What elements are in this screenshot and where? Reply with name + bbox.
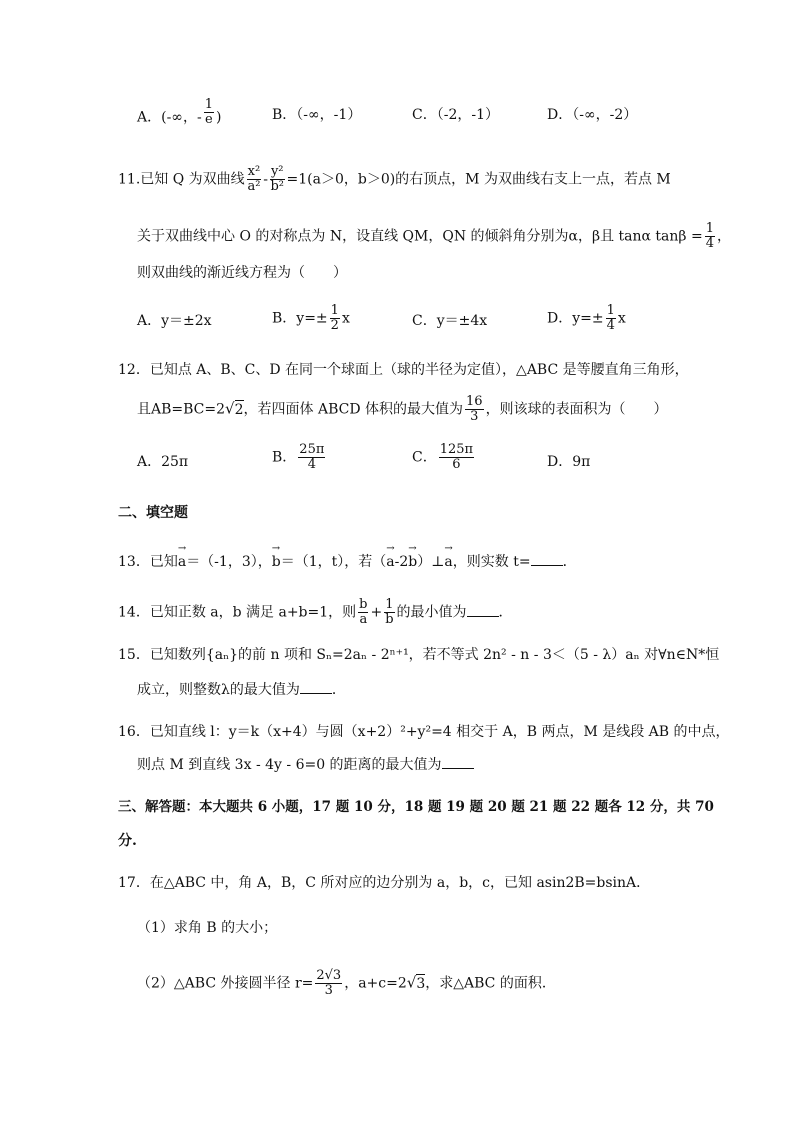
q12-sqrt-sign: √	[225, 399, 235, 418]
q12-option-c	[412, 443, 476, 472]
q14-plus: +	[370, 604, 383, 621]
q11-line2	[137, 222, 731, 251]
q13-vector-a3: → a	[444, 552, 452, 569]
q17-sub2-post: ，求△ABC 的面积．	[425, 975, 556, 992]
q11-pre: 11.已知 Q 为双曲线	[118, 171, 245, 188]
q11-line2-post: ，	[716, 228, 731, 245]
q17-sub1: （1）求角 B 的大小；	[137, 920, 278, 936]
q11-line1	[118, 165, 671, 194]
q10-a-den: e	[204, 112, 213, 127]
section-solutions-heading: 三、解答题：本大题共 6 小题，17 题 10 分，18 题 19 题 20 题 21 题 22 题各 12 分，共 70	[118, 799, 714, 815]
q11-b-den: 2	[330, 318, 339, 333]
q11-b-post: x	[341, 310, 350, 327]
q11-option-d	[547, 304, 626, 333]
section-fill-in-heading: 二、填空题	[118, 505, 188, 521]
q12-b-den: 4	[307, 457, 316, 472]
q14-pre: 14．已知正数 a，b 满足 a+b=1，则	[118, 604, 357, 621]
q17-sub2-num: 2√3	[316, 968, 342, 983]
q11-d-num: 1	[606, 303, 615, 318]
q17-line1: 17．在△ABC 中，角 A，B，C 所对应的边分别为 a，b，c，已知 asin2B=bsinA．	[118, 875, 651, 891]
q12-line2-pre: 且AB=BC=2	[137, 401, 226, 418]
q13-vector-a: → a	[178, 552, 186, 569]
q12-line2-mid: ，若四面体 ABCD 体积的最大值为	[243, 401, 464, 418]
q13-mid3: -2	[394, 554, 409, 570]
q12-b-num: 25π	[299, 442, 325, 457]
q12-c-frac	[439, 443, 474, 472]
q16-line2-text: 则点 M 到直线 3x - 4y - 6=0 的距离的最大值为	[137, 757, 442, 773]
q11-line2-text: 关于双曲线中心 O 的对称点为 N，设直线 QM，QN 的倾斜角分别为α，β且 tanα tanβ =	[137, 228, 703, 245]
q10-option-a	[137, 97, 222, 127]
q13-end: ．	[562, 554, 577, 570]
q12-c-pre: C．	[412, 449, 437, 466]
q16-line2	[137, 756, 474, 772]
q12-c-den: 6	[452, 457, 461, 472]
q11-frac-y-num: y²	[270, 164, 284, 179]
q11-b-frac	[330, 304, 340, 333]
q11-option-b	[272, 304, 350, 333]
q11-d-pre: D．y=±	[547, 310, 604, 327]
q12-line1: 12．已知点 A、B、C、D 在同一个球面上（球的半径为定值），△ABC 是等腰直角三角形，	[118, 362, 689, 378]
q13-mid1: ＝（-1，3），	[186, 554, 272, 570]
q14-f1-num: b	[359, 597, 368, 612]
q12-line2-frac	[465, 395, 484, 424]
q12-option-b	[272, 443, 327, 472]
q10-a-fraction	[204, 98, 214, 127]
q12-line2-post: ，则该球的表面积为（ ）	[485, 401, 668, 418]
q17-sqrt-value: 3	[416, 975, 426, 992]
q12-line2	[137, 395, 668, 424]
q10-option-b: B．（-∞，-1）	[272, 107, 362, 123]
q13-vector-b: → b	[272, 552, 281, 569]
q14-f2-num: 1	[385, 597, 394, 612]
q12-b-frac	[298, 443, 325, 472]
q10-a-text: A．(-∞，-	[137, 109, 202, 126]
q11-line2-frac	[705, 222, 715, 251]
q13-mid2: ＝（1，t），若（	[280, 554, 387, 570]
q15-line2-text: 成立，则整数λ的最大值为	[137, 682, 300, 698]
q12-option-d: D．9π	[547, 454, 591, 470]
q11-d-post: x	[617, 310, 626, 327]
q11-frac-y	[270, 165, 285, 194]
q14-f1-den: a	[359, 612, 368, 627]
q13-answer-blank	[531, 553, 563, 566]
q11-post: =1(a＞0，b＞0)的右顶点，M 为双曲线右支上一点，若点 M	[286, 171, 671, 188]
q14-answer-blank	[467, 604, 499, 617]
q15-line1: 15．已知数列{aₙ}的前 n 项和 Sₙ=2aₙ - 2ⁿ⁺¹，若不等式 2n² - n - 3＜（5 - λ）aₙ 对∀n∈N*恒	[118, 647, 720, 663]
q17-sub2-frac	[315, 969, 342, 998]
q14-frac-b-a	[358, 598, 368, 627]
q15-answer-blank	[300, 681, 332, 694]
q11-option-a: A．y＝±2x	[137, 313, 212, 329]
q17-sub2-den: 3	[324, 983, 333, 998]
q13-vector-a2: → a	[386, 552, 394, 569]
q14-end: ．	[498, 604, 513, 621]
q13-pre: 13．已知	[118, 554, 178, 570]
q11-line2-den: 4	[705, 236, 714, 251]
q10-option-c: C．（-2，-1）	[412, 107, 499, 123]
q12-option-a: A．25π	[137, 454, 189, 470]
q16-line1: 16．已知直线 l：y＝k（x+4）与圆（x+2）²+y²=4 相交于 A，B 两点，M 是线段 AB 的中点，	[118, 724, 730, 740]
q14-post: 的最小值为	[396, 604, 467, 621]
q13-vector-b2: → b	[408, 552, 417, 569]
q11-d-frac	[606, 304, 616, 333]
section-solutions-heading-cont: 分.	[118, 833, 137, 849]
q14-frac-1-b	[384, 598, 394, 627]
q11-b-pre: B．y=±	[272, 310, 328, 327]
q15-end: ．	[331, 682, 346, 698]
q17-sub2-pre: （2）△ABC 外接圆半径 r=	[137, 975, 314, 992]
q11-line3: 则双曲线的渐近线方程为（ ）	[137, 265, 347, 281]
q12-line2-den: 3	[470, 409, 479, 424]
q11-b-num: 1	[330, 303, 339, 318]
q11-line2-num: 1	[705, 221, 714, 236]
q13-line	[118, 552, 577, 569]
q17-sub2	[137, 969, 556, 998]
q10-a-post: )	[215, 109, 222, 126]
q15-line2	[137, 681, 346, 697]
q11-minus: -	[263, 171, 268, 188]
q17-sqrt-sign: √	[406, 973, 417, 992]
q12-c-num: 125π	[439, 442, 474, 457]
q12-line2-num: 16	[466, 394, 483, 409]
q11-frac-x	[247, 165, 262, 194]
q16-answer-blank	[442, 756, 474, 769]
q11-frac-y-den: b²	[270, 179, 284, 194]
q14-f2-den: b	[385, 612, 394, 627]
q13-mid4: ）⊥	[417, 554, 445, 570]
q11-frac-x-den: a²	[247, 179, 261, 194]
q10-a-num: 1	[204, 97, 213, 112]
q14-line	[118, 598, 513, 627]
q13-post: ，则实数 t=	[452, 554, 531, 570]
q11-option-c: C．y＝±4x	[412, 313, 488, 329]
q11-frac-x-num: x²	[247, 164, 261, 179]
q12-b-pre: B．	[272, 449, 297, 466]
q17-sub2-mid: ，a+c=2	[344, 975, 407, 992]
q10-option-d: D．（-∞，-2）	[547, 107, 638, 123]
q12-sqrt-value: 2	[234, 401, 244, 418]
q11-d-den: 4	[606, 318, 615, 333]
